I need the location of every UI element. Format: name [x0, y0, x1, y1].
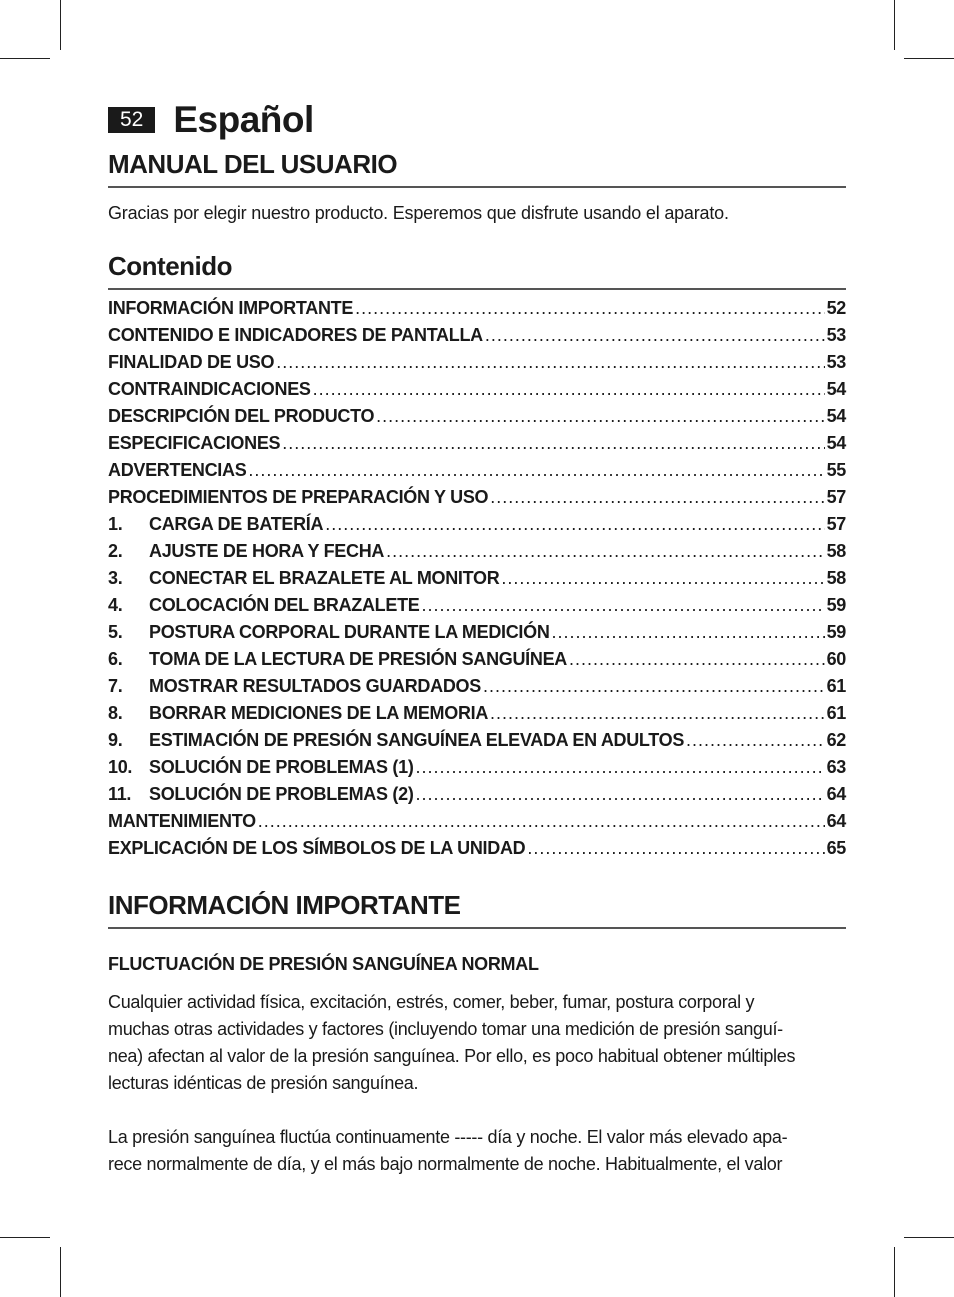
- toc-item-number: 10.: [108, 757, 133, 777]
- toc-item-title: CARGA DE BATERÍA: [149, 514, 324, 534]
- toc-item-title: SOLUCIÓN DE PROBLEMAS (1): [149, 757, 414, 777]
- section-divider: [108, 927, 846, 929]
- crop-mark: [894, 0, 895, 50]
- toc-item[interactable]: [108, 595, 846, 622]
- toc-item-number: 5.: [108, 622, 123, 642]
- toc-dot-leader: [483, 676, 825, 697]
- toc-dot-leader: [416, 784, 825, 805]
- toc-item-page: 54: [826, 379, 846, 399]
- paragraph-1: [108, 989, 846, 1097]
- toc-item[interactable]: [108, 514, 846, 541]
- toc-item-title: MOSTRAR RESULTADOS GUARDADOS: [149, 676, 481, 696]
- crop-mark: [0, 58, 50, 59]
- toc-item[interactable]: [108, 757, 846, 784]
- toc-item[interactable]: [108, 352, 846, 379]
- page-number-badge: 52: [108, 107, 155, 133]
- toc-item-title: ESTIMACIÓN DE PRESIÓN SANGUÍNEA ELEVADA EN ADULTOS: [149, 730, 685, 750]
- toc-item-number: 9.: [108, 730, 123, 750]
- toc-item-number: 11.: [108, 784, 132, 804]
- toc-divider: [108, 288, 846, 290]
- toc-item[interactable]: [108, 811, 846, 838]
- toc-item-title: EXPLICACIÓN DE LOS SÍMBOLOS DE LA UNIDAD: [108, 838, 526, 858]
- toc-item-number: 8.: [108, 703, 123, 723]
- toc-item-page: 55: [826, 460, 846, 480]
- paragraph-line: rece normalmente de día, y el más bajo normalmente de noche. Habitualmente, el valor: [108, 1154, 783, 1174]
- toc-item-page: 60: [826, 649, 846, 669]
- toc-item-page: 57: [826, 514, 846, 534]
- toc-dot-leader: [569, 649, 825, 670]
- toc-dot-leader: [527, 838, 824, 859]
- toc-item-page: 54: [826, 406, 846, 426]
- toc-dot-leader: [258, 811, 825, 832]
- toc-dot-leader: [501, 568, 824, 589]
- toc-list: [108, 298, 846, 865]
- toc-dot-leader: [421, 595, 824, 616]
- toc-dot-leader: [485, 325, 825, 346]
- toc-item-page: 65: [826, 838, 846, 858]
- toc-item[interactable]: [108, 487, 846, 514]
- toc-item-page: 53: [826, 325, 846, 345]
- toc-item-number: 4.: [108, 595, 123, 615]
- toc-item[interactable]: [108, 649, 846, 676]
- toc-item-title: SOLUCIÓN DE PROBLEMAS (2): [149, 784, 414, 804]
- title-divider: [108, 186, 846, 188]
- toc-item-number: 3.: [108, 568, 123, 588]
- toc-dot-leader: [490, 487, 824, 508]
- toc-item-page: 59: [826, 595, 846, 615]
- toc-item-page: 53: [826, 352, 846, 372]
- toc-item-number: 6.: [108, 649, 123, 669]
- toc-item[interactable]: [108, 568, 846, 595]
- toc-item-title: CONTENIDO E INDICADORES DE PANTALLA: [108, 325, 483, 345]
- toc-item-page: 63: [826, 757, 846, 777]
- toc-item-page: 52: [826, 298, 846, 318]
- toc-item[interactable]: [108, 622, 846, 649]
- paragraph-line: Cualquier actividad física, excitación, estrés, comer, beber, fumar, postura corporal y: [108, 992, 755, 1012]
- toc-dot-leader: [376, 406, 824, 427]
- toc-item-number: 7.: [108, 676, 123, 696]
- toc-item-title: AJUSTE DE HORA Y FECHA: [149, 541, 385, 561]
- manual-title: MANUAL DEL USUARIO: [108, 149, 398, 179]
- toc-item[interactable]: [108, 784, 846, 811]
- toc-item[interactable]: [108, 406, 846, 433]
- toc-item-page: 61: [826, 676, 846, 696]
- page-content: [108, 100, 846, 1178]
- toc-dot-leader: [386, 541, 824, 562]
- paragraph-line: muchas otras actividades y factores (incluyendo tomar una medición de presión sanguí-: [108, 1019, 783, 1039]
- toc-item-title: ADVERTENCIAS: [108, 460, 247, 480]
- language-title: Español: [173, 99, 314, 140]
- toc-dot-leader: [355, 298, 825, 319]
- toc-item-page: 54: [826, 433, 846, 453]
- toc-item-title: FINALIDAD DE USO: [108, 352, 275, 372]
- toc-item-title: CONTRAINDICACIONES: [108, 379, 311, 399]
- toc-item-page: 62: [826, 730, 846, 750]
- toc-item-title: CONECTAR EL BRAZALETE AL MONITOR: [149, 568, 500, 588]
- toc-item-page: 61: [826, 703, 846, 723]
- toc-dot-leader: [552, 622, 825, 643]
- toc-dot-leader: [325, 514, 824, 535]
- toc-item-title: INFORMACIÓN IMPORTANTE: [108, 298, 354, 318]
- toc-item[interactable]: [108, 838, 846, 865]
- toc-item[interactable]: [108, 541, 846, 568]
- toc-item-title: PROCEDIMIENTOS DE PREPARACIÓN Y USO: [108, 487, 489, 507]
- toc-item[interactable]: [108, 460, 846, 487]
- section-title-important: INFORMACIÓN IMPORTANTE: [108, 890, 461, 920]
- toc-item-title: DESCRIPCIÓN DEL PRODUCTO: [108, 406, 375, 426]
- crop-mark: [904, 58, 954, 59]
- paragraph-line: La presión sanguínea fluctúa continuamente ----- día y noche. El valor más elevado apa-: [108, 1127, 788, 1147]
- toc-item-page: 58: [826, 541, 846, 561]
- toc-dot-leader: [416, 757, 825, 778]
- toc-item-title: MANTENIMIENTO: [108, 811, 256, 831]
- toc-item[interactable]: [108, 433, 846, 460]
- toc-item-number: 1.: [108, 514, 123, 534]
- toc-item-page: 59: [826, 622, 846, 642]
- paragraph-line: lecturas idénticas de presión sanguínea.: [108, 1073, 419, 1093]
- crop-mark: [894, 1247, 895, 1297]
- toc-heading: Contenido: [108, 251, 233, 281]
- crop-mark: [904, 1237, 954, 1238]
- paragraph-2: [108, 1124, 846, 1178]
- toc-item[interactable]: [108, 379, 846, 406]
- toc-item[interactable]: [108, 298, 846, 325]
- toc-item-number: 2.: [108, 541, 123, 561]
- toc-item-title: BORRAR MEDICIONES DE LA MEMORIA: [149, 703, 489, 723]
- intro-text: Gracias por elegir nuestro producto. Esperemos que disfrute usando el aparato.: [108, 203, 729, 223]
- toc-item[interactable]: [108, 325, 846, 352]
- crop-mark: [60, 1247, 61, 1297]
- toc-dot-leader: [282, 433, 824, 454]
- toc-item-page: 58: [826, 568, 846, 588]
- toc-item-page: 64: [826, 811, 846, 831]
- toc-dot-leader: [490, 703, 825, 724]
- toc-item[interactable]: [108, 730, 846, 757]
- toc-item-title: POSTURA CORPORAL DURANTE LA MEDICIÓN: [149, 622, 550, 642]
- toc-dot-leader: [686, 730, 825, 751]
- toc-dot-leader: [276, 352, 824, 373]
- toc-item-title: ESPECIFICACIONES: [108, 433, 281, 453]
- toc-dot-leader: [248, 460, 824, 481]
- toc-dot-leader: [313, 379, 825, 400]
- toc-item[interactable]: [108, 703, 846, 730]
- page-header: [108, 100, 846, 140]
- toc-item-page: 64: [826, 784, 846, 804]
- toc-item[interactable]: [108, 676, 846, 703]
- paragraph-line: nea) afectan al valor de la presión sanguínea. Por ello, es poco habitual obtener múltiples: [108, 1046, 796, 1066]
- toc-item-page: 57: [826, 487, 846, 507]
- toc-item-title: TOMA DE LA LECTURA DE PRESIÓN SANGUÍNEA: [149, 649, 567, 669]
- subheading-bp-fluctuation: FLUCTUACIÓN DE PRESIÓN SANGUÍNEA NORMAL: [108, 954, 539, 974]
- crop-mark: [0, 1237, 50, 1238]
- toc-item-title: COLOCACIÓN DEL BRAZALETE: [149, 595, 420, 615]
- crop-mark: [60, 0, 61, 50]
